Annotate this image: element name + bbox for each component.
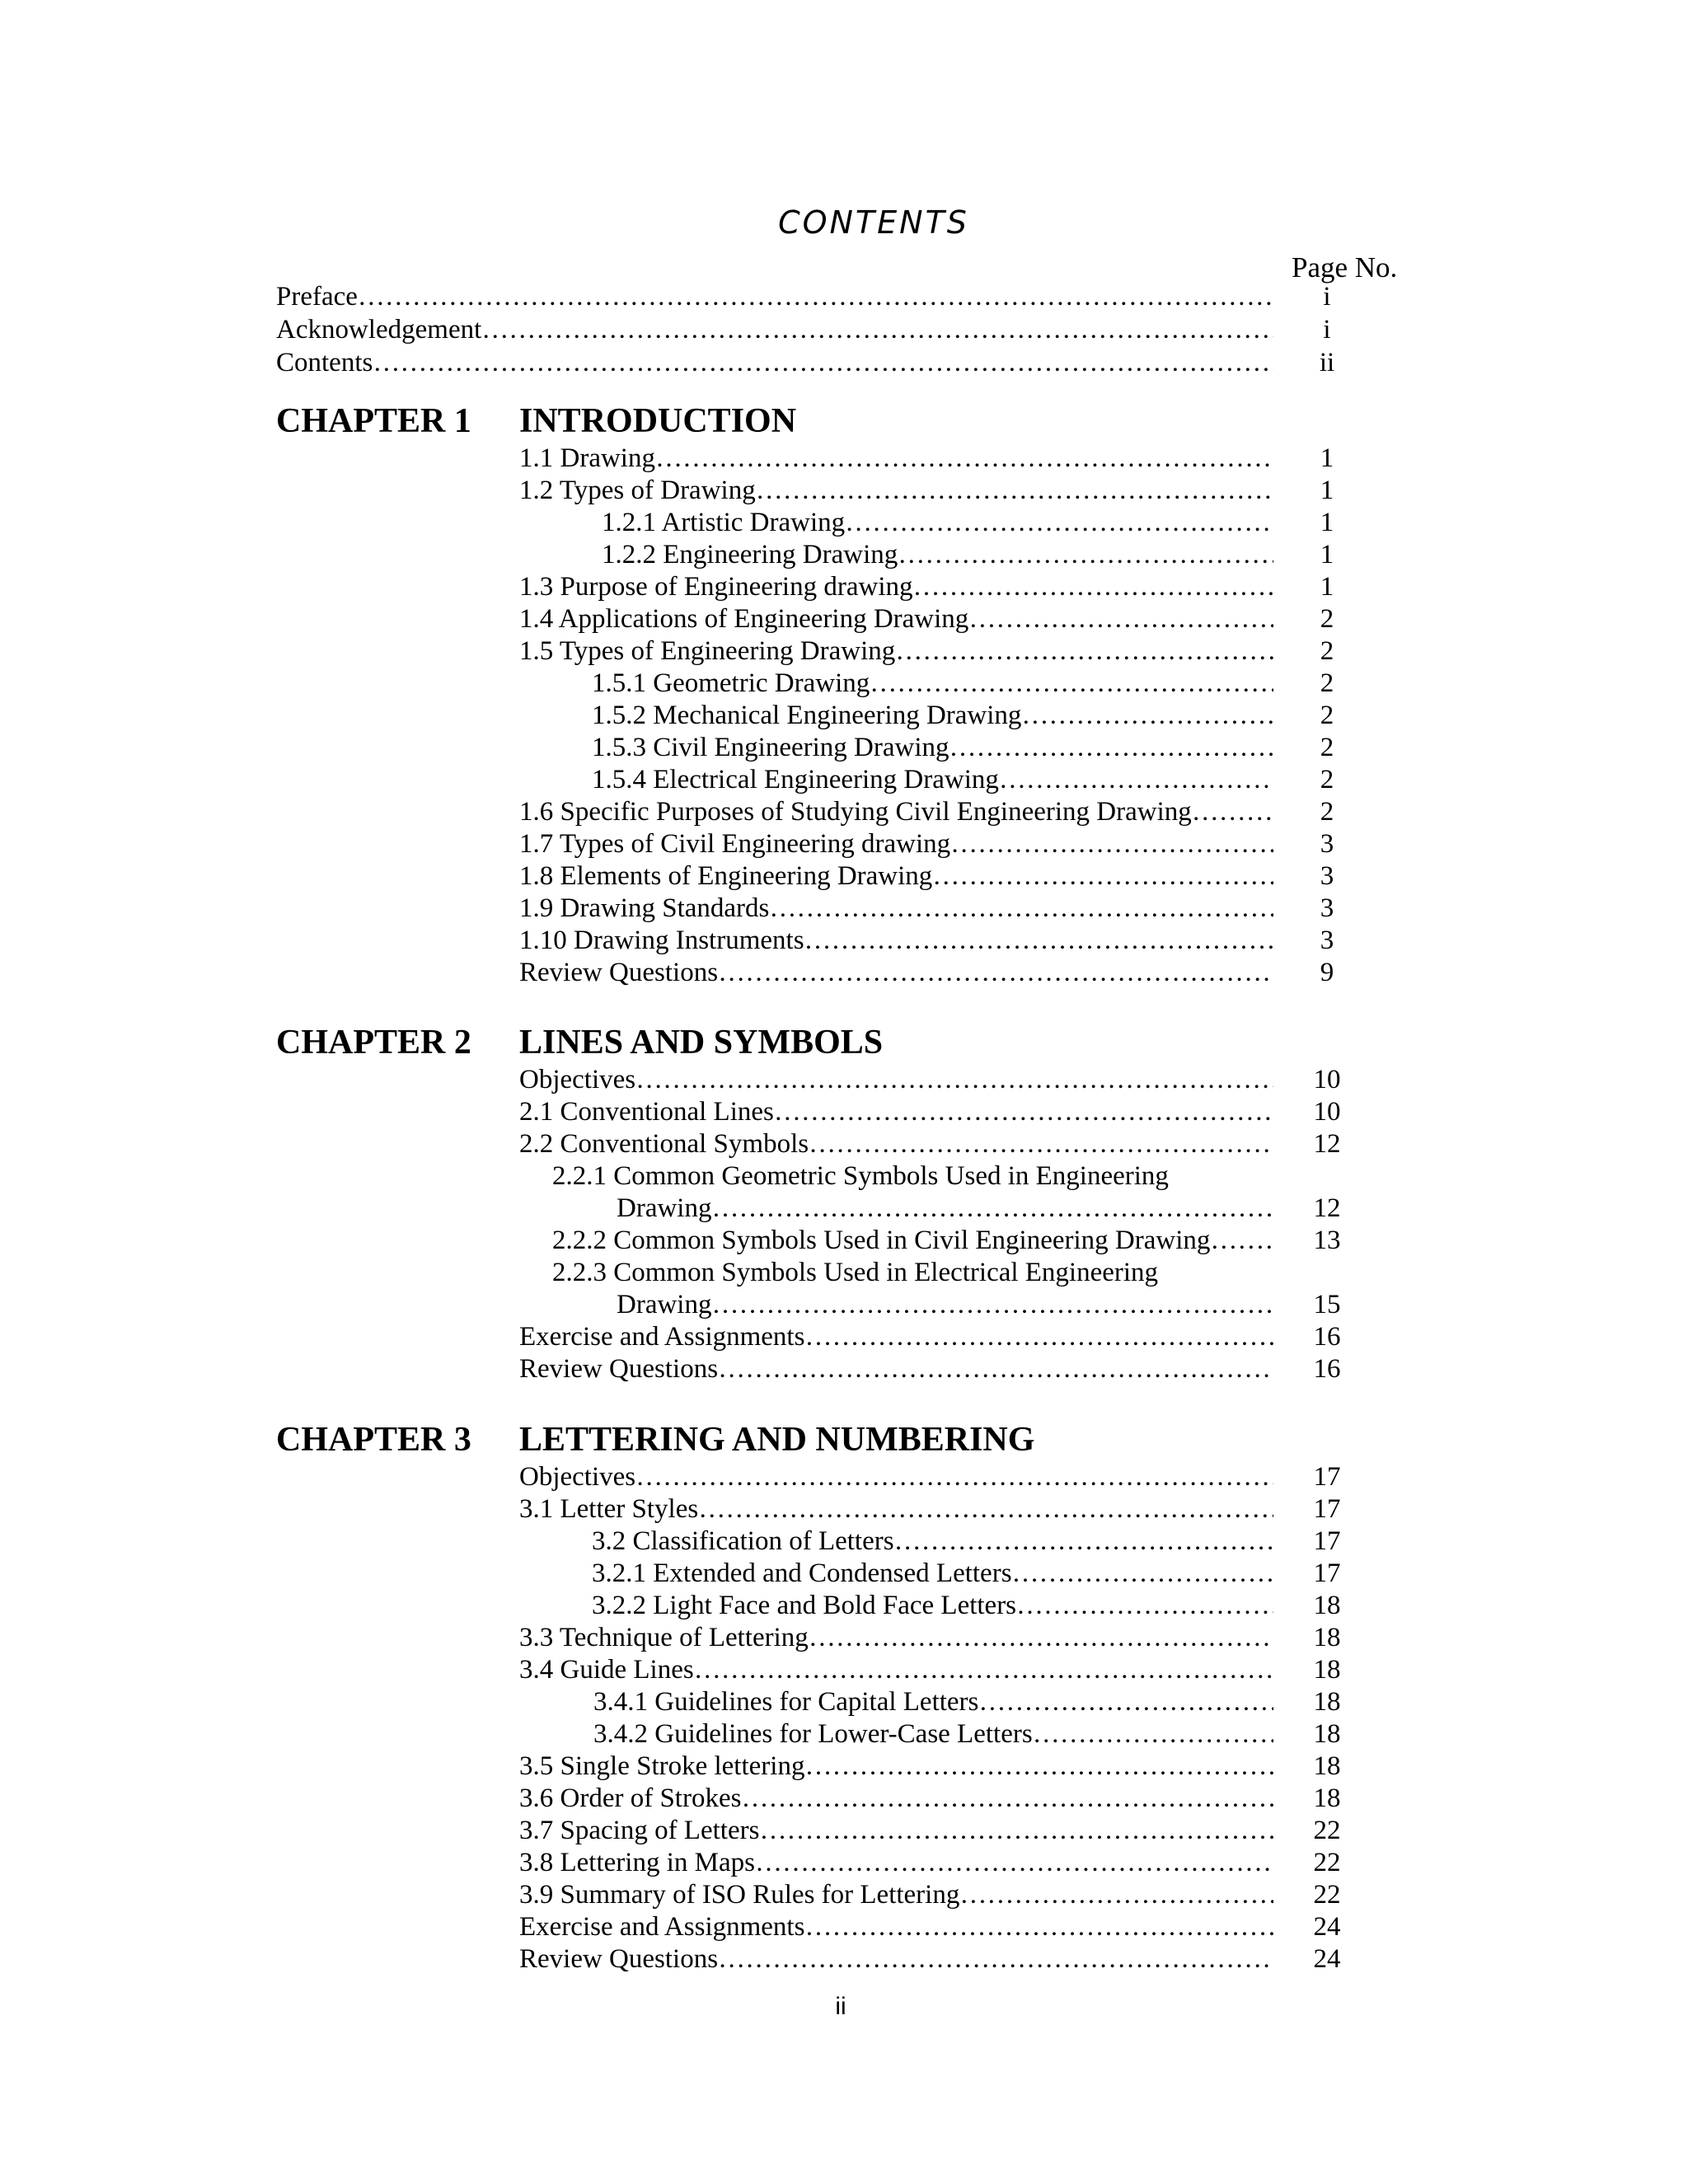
toc-entry-page: 2 — [1320, 604, 1334, 634]
toc-entry-text: 1.5.4 Electrical Engineering Drawing — [592, 765, 999, 794]
toc-entry-text: 2.2.2 Common Symbols Used in Civil Engineering Drawing — [552, 1226, 1211, 1255]
toc-entry-page: 18 — [1313, 1623, 1341, 1652]
toc-entry-text: Review Questions — [519, 1944, 719, 1974]
toc-entry-text: 1.4 Applications of Engineering Drawing — [519, 604, 969, 634]
toc-entry-page: 2 — [1320, 701, 1334, 730]
toc-entry-text: 2.1 Conventional Lines — [519, 1097, 774, 1127]
toc-entry-page: 16 — [1313, 1354, 1341, 1384]
toc-entry-text: 1.2 Types of Drawing — [519, 476, 756, 505]
toc-entry-text: 3.2.2 Light Face and Bold Face Letters — [592, 1591, 1017, 1620]
toc-entry-text: Exercise and Assignments — [519, 1322, 805, 1352]
chapter-label: CHAPTER 3 — [276, 1421, 471, 1459]
toc-entry-page: 22 — [1313, 1816, 1341, 1845]
toc-entry-text: 1.2.1 Artistic Drawing — [602, 508, 846, 537]
toc-entry-text: 3.2.1 Extended and Condensed Letters — [592, 1558, 1012, 1588]
toc-entry-page: 2 — [1320, 636, 1334, 666]
toc-entry-text: Drawing — [617, 1290, 712, 1319]
toc-entry-text: 1.5.1 Geometric Drawing — [592, 668, 870, 698]
toc-entry-text: 3.1 Letter Styles — [519, 1494, 699, 1524]
toc-entry-text: Contents — [276, 348, 373, 377]
toc-entry-text: 2.2.3 Common Symbols Used in Electrical Engineering — [552, 1258, 1159, 1287]
toc-entry-page: 18 — [1313, 1751, 1341, 1781]
toc-entry-page: 17 — [1313, 1462, 1341, 1492]
toc-entry-page: 3 — [1320, 861, 1334, 891]
toc-entry-page: 9 — [1320, 958, 1334, 987]
toc-entry-text: 3.4.2 Guidelines for Lower-Case Letters — [593, 1719, 1033, 1749]
toc-entry-text: 1.7 Types of Civil Engineering drawing — [519, 829, 951, 859]
toc-entry-page: 22 — [1313, 1848, 1341, 1877]
toc-entry-text: Objectives — [519, 1462, 636, 1492]
toc-entry-text: 3.4 Guide Lines — [519, 1655, 694, 1685]
toc-entry-page: 2 — [1320, 668, 1334, 698]
toc-entry-text: Review Questions — [519, 1354, 719, 1384]
page-no-heading: Page No. — [1292, 251, 1398, 284]
toc-entry-text: 2.2 Conventional Symbols — [519, 1129, 809, 1159]
toc-entry-text: 3.7 Spacing of Letters — [519, 1816, 760, 1845]
toc-entry-page: 1 — [1320, 476, 1334, 505]
page-number-footer: ii — [835, 1993, 846, 2020]
toc-entry-page: 12 — [1313, 1193, 1341, 1223]
toc-entry-page: i — [1323, 282, 1331, 312]
toc-entry-text: 1.3 Purpose of Engineering drawing — [519, 572, 913, 602]
toc-entry-page: 3 — [1320, 926, 1334, 955]
toc-entry-page: 3 — [1320, 893, 1334, 923]
toc-entry-text: 1.5.3 Civil Engineering Drawing — [592, 733, 950, 762]
toc-entry-page: 10 — [1313, 1065, 1341, 1094]
toc-entry-text: 3.5 Single Stroke lettering — [519, 1751, 805, 1781]
chapter-label: CHAPTER 1 — [276, 402, 471, 440]
toc-entry-page: 12 — [1313, 1129, 1341, 1159]
toc-entry-text: 2.2.1 Common Geometric Symbols Used in Engineering — [552, 1161, 1169, 1191]
chapter-title: INTRODUCTION — [519, 402, 797, 440]
toc-entry-page: 18 — [1313, 1655, 1341, 1685]
toc-entry-page: ii — [1319, 348, 1335, 377]
toc-entry-page: i — [1323, 315, 1331, 344]
toc-entry-page: 1 — [1320, 540, 1334, 569]
toc-entry-text: 1.5 Types of Engineering Drawing — [519, 636, 896, 666]
toc-entry-text: Preface — [276, 282, 358, 312]
toc-entry-page: 1 — [1320, 508, 1334, 537]
toc-entry-page: 24 — [1313, 1944, 1341, 1974]
toc-entry-text: 1.2.2 Engineering Drawing — [602, 540, 898, 569]
toc-entry-page: 10 — [1313, 1097, 1341, 1127]
toc-entry-text: 3.8 Lettering in Maps — [519, 1848, 755, 1877]
toc-entry-text: Review Questions — [519, 958, 719, 987]
chapter-title: LINES AND SYMBOLS — [519, 1024, 884, 1062]
toc-entry-text: 1.5.2 Mechanical Engineering Drawing — [592, 701, 1022, 730]
toc-entry-page: 24 — [1313, 1912, 1341, 1942]
toc-entry-page: 1 — [1320, 572, 1334, 602]
toc-entry-text: Drawing — [617, 1193, 712, 1223]
toc-entry-page: 1 — [1320, 443, 1334, 473]
toc-entry-page: 22 — [1313, 1880, 1341, 1910]
toc-entry-text: 1.9 Drawing Standards — [519, 893, 770, 923]
toc-entry-text: 3.2 Classification of Letters — [592, 1526, 894, 1556]
toc-entry-text: 3.3 Technique of Lettering — [519, 1623, 809, 1652]
toc-entry-text: Objectives — [519, 1065, 636, 1094]
toc-entry-page: 18 — [1313, 1591, 1341, 1620]
toc-entry-text: 1.1 Drawing — [519, 443, 655, 473]
chapter-label: CHAPTER 2 — [276, 1024, 471, 1062]
toc-entry-page: 17 — [1313, 1494, 1341, 1524]
toc-entry-page: 2 — [1320, 765, 1334, 794]
toc-entry-page: 17 — [1313, 1526, 1341, 1556]
page-title: CONTENTS — [778, 204, 969, 241]
toc-entry-page: 3 — [1320, 829, 1334, 859]
toc-entry-page: 13 — [1313, 1226, 1341, 1255]
toc-entry-text: 3.4.1 Guidelines for Capital Letters — [593, 1687, 979, 1717]
toc-entry-text: Acknowledgement — [276, 315, 482, 344]
toc-entry-page: 18 — [1313, 1687, 1341, 1717]
toc-entry-text: 1.10 Drawing Instruments — [519, 926, 804, 955]
toc-entry-page: 16 — [1313, 1322, 1341, 1352]
chapter-title: LETTERING AND NUMBERING — [519, 1421, 1035, 1459]
toc-entry-text: 1.8 Elements of Engineering Drawing — [519, 861, 933, 891]
toc-entry-text: 1.6 Specific Purposes of Studying Civil Engineering Drawing — [519, 797, 1192, 827]
toc-entry-page: 18 — [1313, 1783, 1341, 1813]
toc-entry-text: Exercise and Assignments — [519, 1912, 805, 1942]
toc-entry-page: 2 — [1320, 797, 1334, 827]
toc-entry-page: 18 — [1313, 1719, 1341, 1749]
toc-entry-page: 17 — [1313, 1558, 1341, 1588]
toc-entry-page: 15 — [1313, 1290, 1341, 1319]
toc-entry-text: 3.9 Summary of ISO Rules for Lettering — [519, 1880, 960, 1910]
toc-entry-text: 3.6 Order of Strokes — [519, 1783, 742, 1813]
toc-entry-page: 2 — [1320, 733, 1334, 762]
